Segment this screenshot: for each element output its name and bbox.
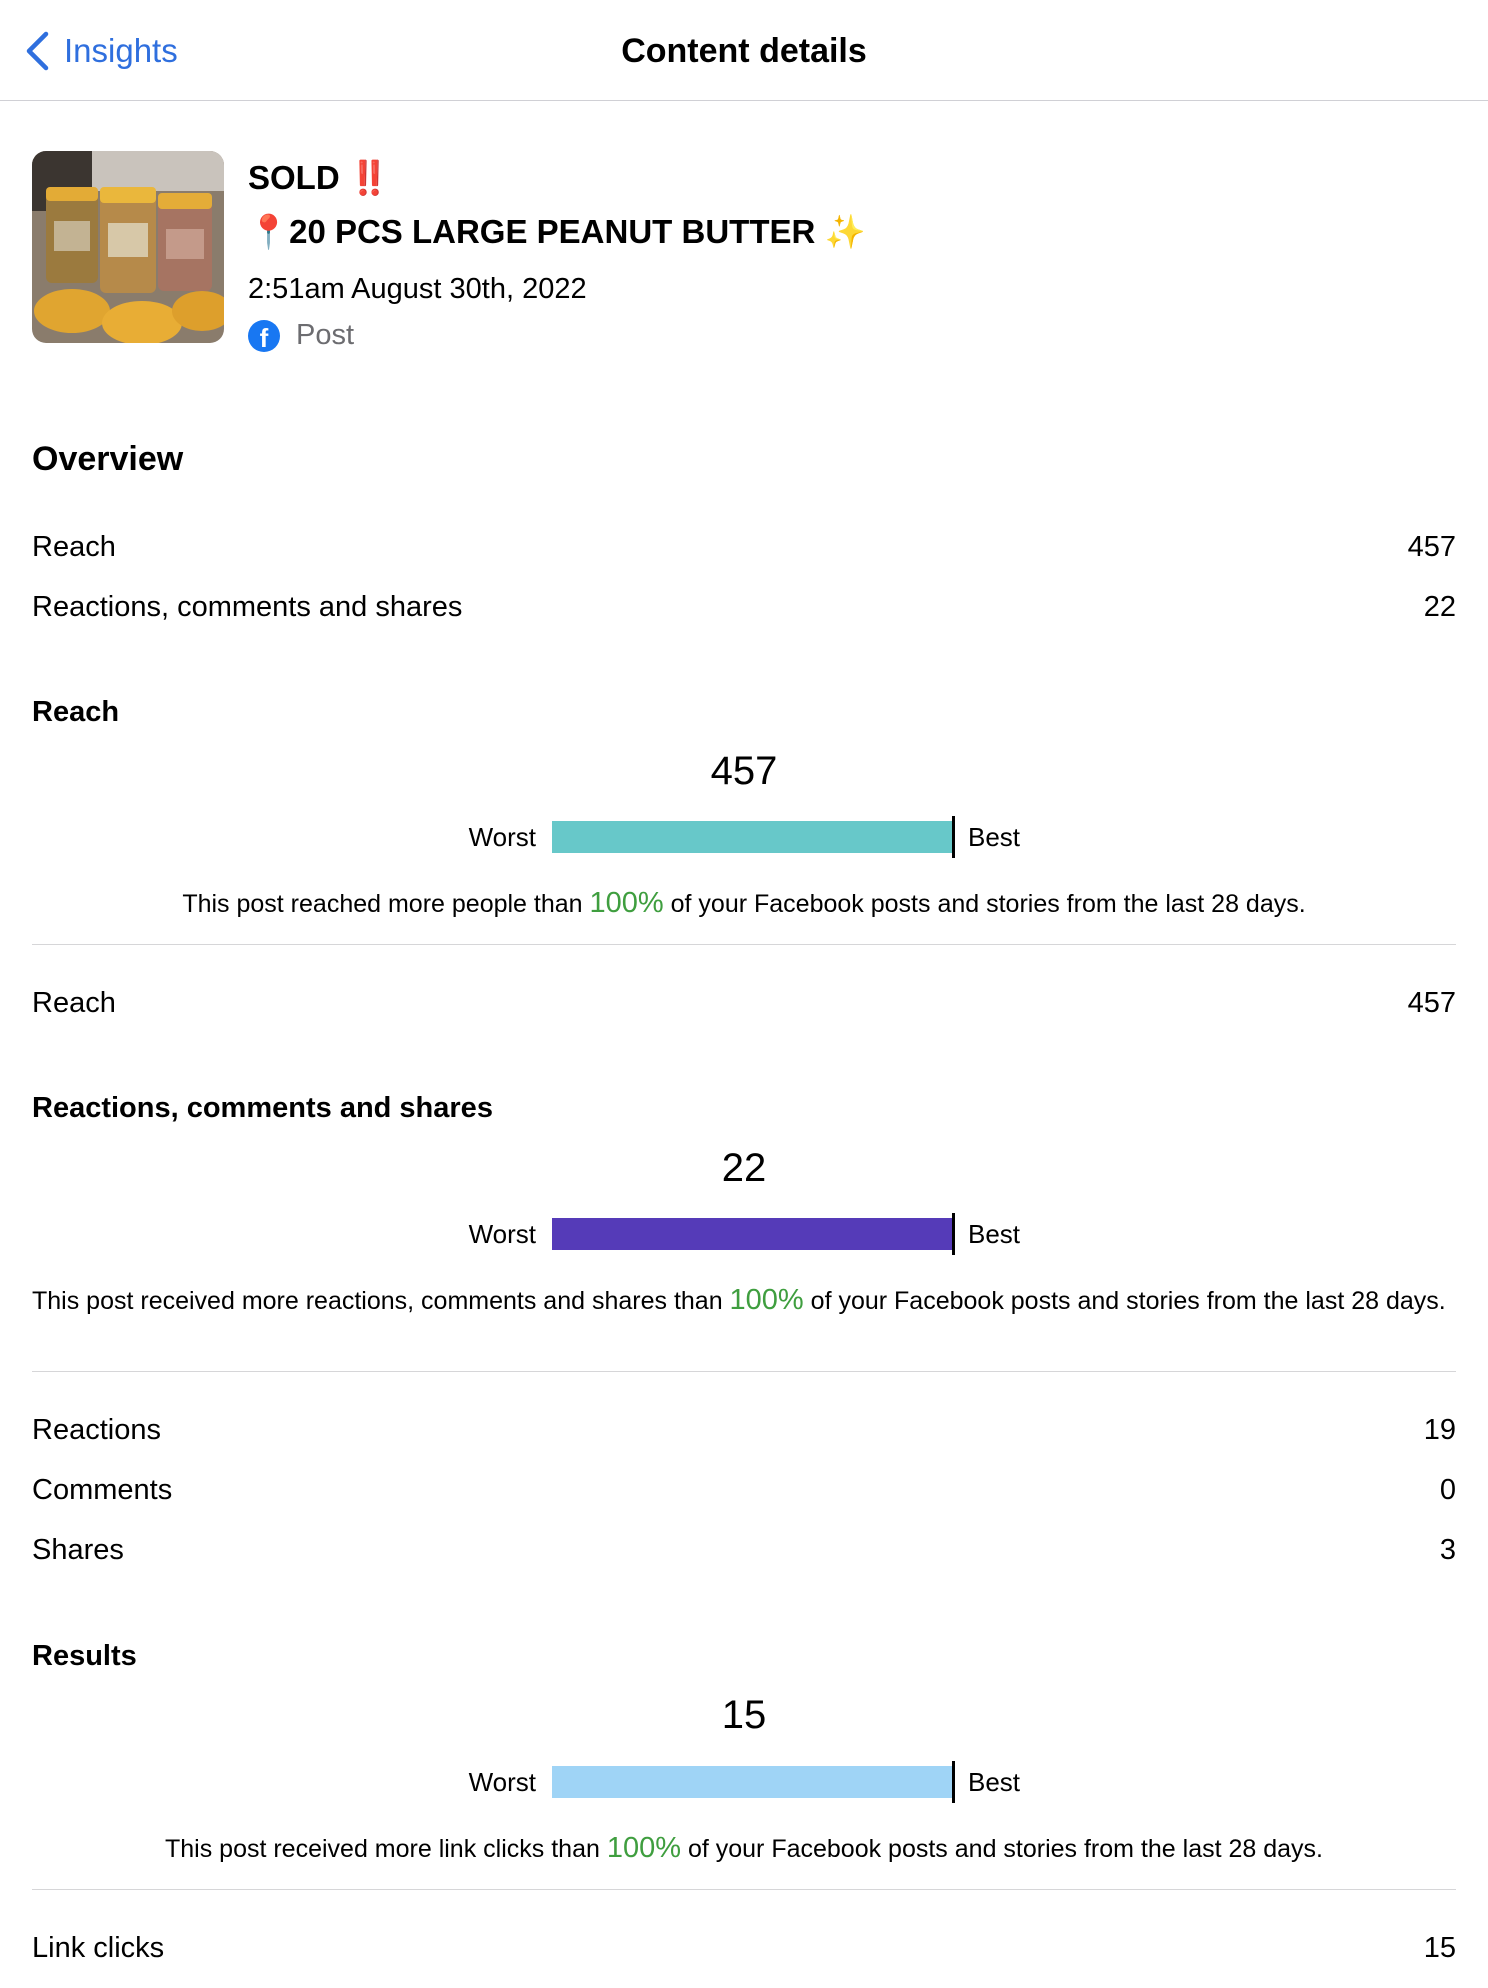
row-value: 457 (1407, 987, 1456, 1019)
gauge-best-label: Best (968, 822, 1021, 852)
divider (32, 944, 1456, 945)
note-text: of your Facebook posts and stories from the last 28 days. (803, 1287, 1446, 1315)
post-type-label: Post (296, 319, 355, 351)
row-value: 15 (1423, 1932, 1456, 1964)
row-value: 457 (1407, 531, 1456, 563)
note-text: of your Facebook posts and stories from the last 28 days. (681, 1835, 1323, 1863)
engagement-note (32, 1284, 1456, 1317)
post-header (32, 151, 1452, 381)
row-label: Link clicks (32, 1932, 165, 1964)
results-big-number: 15 (721, 1693, 767, 1737)
gauge-best-marker (952, 816, 955, 858)
page-title: Content details (621, 32, 867, 70)
overview-title: Overview (32, 440, 184, 478)
results-title: Results (32, 1640, 137, 1672)
caption-text: SOLD (248, 159, 349, 196)
reach-title: Reach (32, 696, 120, 728)
gauge-worst-label: Worst (468, 1219, 536, 1249)
gauge-bar (552, 1218, 952, 1250)
engagement-row (32, 1470, 1456, 1510)
sparkles-icon: ✨ (824, 213, 866, 250)
double-exclamation-icon: ‼️ (348, 159, 390, 196)
row-label: Comments (32, 1474, 173, 1506)
nav-bar (0, 0, 1488, 101)
overview-row (32, 527, 1456, 567)
note-text: This post received more reactions, comments and shares than (32, 1287, 730, 1315)
post-info (248, 151, 866, 352)
divider (32, 1889, 1456, 1890)
note-percent: 100% (589, 887, 664, 919)
post-caption-line-2 (248, 205, 866, 259)
row-value: 3 (1439, 1534, 1456, 1566)
note-percent: 100% (606, 1832, 681, 1864)
engagement-gauge (0, 1213, 1488, 1255)
caption-text: 20 PCS LARGE PEANUT BUTTER (289, 213, 825, 250)
pin-icon: 📍 (248, 213, 290, 250)
note-text: This post received more link clicks than (164, 1835, 607, 1863)
gauge-fill (552, 1218, 952, 1250)
overview-row (32, 587, 1456, 627)
note-text: This post reached more people than (182, 890, 590, 918)
gauge-worst-label: Worst (468, 822, 536, 852)
divider (32, 1371, 1456, 1372)
engagement-row (32, 1530, 1456, 1570)
back-button-label: Insights (64, 32, 178, 69)
row-value: 19 (1423, 1414, 1456, 1446)
gauge-best-marker (952, 1761, 955, 1803)
results-note (32, 1832, 1456, 1865)
row-value: 0 (1439, 1474, 1456, 1506)
gauge-best-label: Best (968, 1767, 1021, 1797)
results-row (32, 1928, 1456, 1968)
gauge-bar (552, 821, 952, 853)
reach-note (32, 887, 1456, 920)
row-label: Reactions, comments and shares (32, 591, 463, 623)
gauge-best-label: Best (968, 1219, 1021, 1249)
row-label: Shares (32, 1534, 124, 1566)
gauge-best-marker (952, 1213, 955, 1255)
row-value: 22 (1423, 591, 1456, 623)
post-date: 2:51am August 30th, 2022 (248, 273, 587, 305)
row-label: Reactions (32, 1414, 161, 1446)
post-caption-line-1 (248, 151, 866, 205)
results-gauge (0, 1761, 1488, 1803)
post-type (248, 319, 866, 352)
gauge-fill (552, 821, 952, 853)
engagement-title: Reactions, comments and shares (32, 1092, 493, 1124)
facebook-icon: f (248, 320, 280, 352)
post-thumbnail[interactable] (32, 151, 224, 343)
engagement-row (32, 1410, 1456, 1450)
gauge-fill (552, 1766, 952, 1798)
gauge-worst-label: Worst (468, 1767, 536, 1797)
reach-big-number: 457 (710, 749, 778, 793)
gauge-bar (552, 1766, 952, 1798)
note-percent: 100% (729, 1284, 804, 1316)
reach-gauge (0, 816, 1488, 858)
row-label: Reach (32, 987, 116, 1019)
row-label: Reach (32, 531, 116, 563)
engagement-big-number: 22 (721, 1146, 767, 1190)
reach-row (32, 983, 1456, 1023)
note-text: of your Facebook posts and stories from the last 28 days. (663, 890, 1306, 918)
